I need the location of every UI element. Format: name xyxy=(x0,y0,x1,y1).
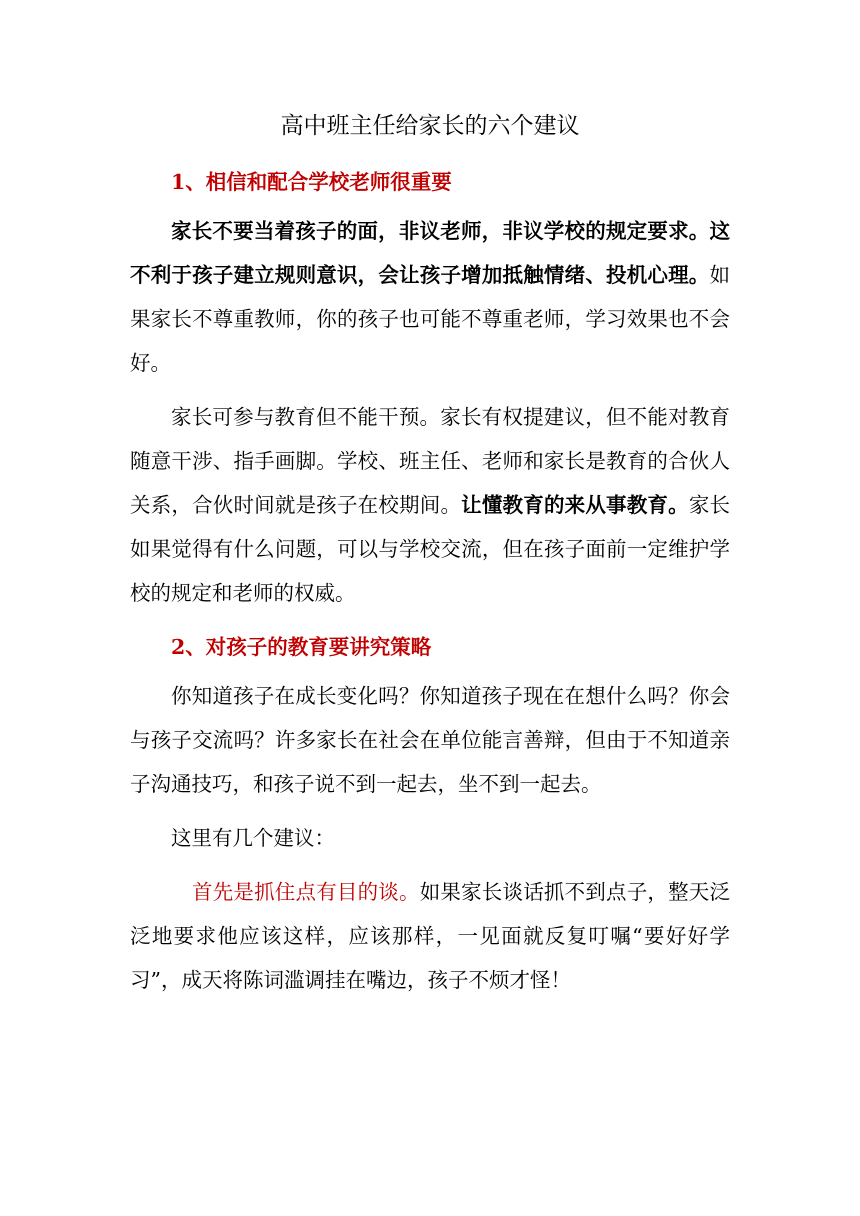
paragraph-2 xyxy=(130,395,730,615)
paragraph-1-bold-text: 家长不要当着孩子的面，非议老师，非议学校的规定要求。这不利于孩子建立规则意识，会让孩子增加抵触情绪、投机心理。 xyxy=(130,219,730,287)
paragraph-5-highlight-text: 首先是抓住点有目的谈。 xyxy=(192,880,420,904)
paragraph-2-bold-text: 让懂教育的来从事教育。 xyxy=(461,493,689,517)
section-heading-1: 1、相信和配合学校老师很重要 xyxy=(171,170,452,194)
document-title: 高中班主任给家长的六个建议 xyxy=(280,113,580,139)
paragraph-1 xyxy=(130,209,730,385)
section-heading-2: 2、对孩子的教育要讲究策略 xyxy=(171,635,432,659)
paragraph-4: 这里有几个建议： xyxy=(171,826,335,850)
document-body xyxy=(130,106,730,1012)
paragraph-1-text: 如果家长不尊重教师，你的孩子也可能不尊重老师，学习效果也不会好。 xyxy=(130,263,730,375)
paragraph-5-text: 如果家长谈话抓不到点子，整天泛泛地要求他应该这样，应该那样，一见面就反复叮嘱“要好好学习”，成天将陈词滥调挂在嘴边，孩子不烦才怪！ xyxy=(130,880,731,992)
paragraph-3: 你知道孩子在成长变化吗？你知道孩子现在在想什么吗？你会与孩子交流吗？许多家长在社会在单位能言善辩，但由于不知道亲子沟通技巧，和孩子说不到一起去，坐不到一起去。 xyxy=(130,684,730,796)
paragraph-5 xyxy=(130,870,730,1002)
paragraph-2-text-end: 家长如果觉得有什么问题，可以与学校交流，但在孩子面前一定维护学校的规定和老师的权威。 xyxy=(130,493,731,605)
paragraph-2-text-start: 家长可参与教育但不能干预。家长有权提建议，但不能对教育随意干涉、指手画脚。学校、班主任、老师和家长是教育的合伙人关系，合伙时间就是孩子在校期间。 xyxy=(130,405,730,517)
